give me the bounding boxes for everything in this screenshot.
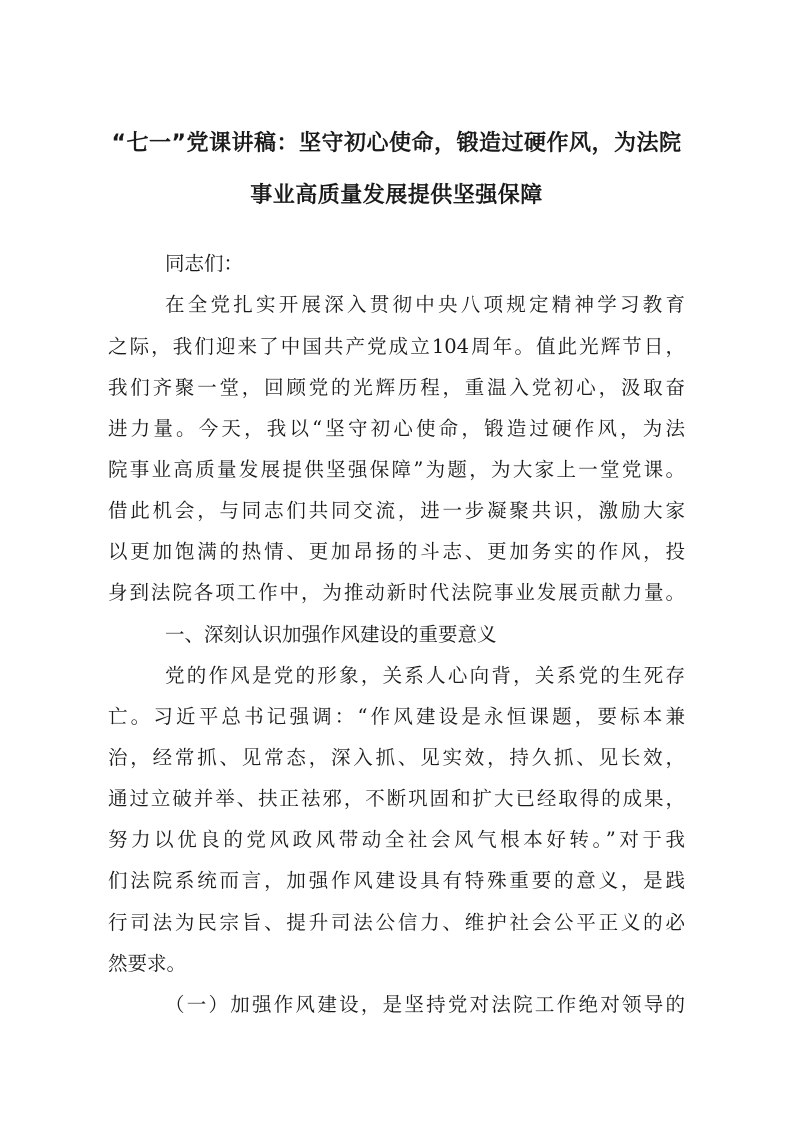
paragraph-line: 党的作风是党的形象，关系人心向背，关系党的生死存 — [165, 664, 685, 687]
paragraph-line: 然要求。 — [108, 952, 187, 975]
section-heading: 一、深刻认识加强作风建设的重要意义 — [165, 623, 497, 646]
paragraph-line: 以更加饱满的热情、更加昂扬的斗志、更加务实的作风，投 — [108, 540, 685, 563]
paragraph-line: 亡。习近平总书记强调：“作风建设是永恒课题，要标本兼 — [108, 705, 685, 728]
paragraph-line: 在全党扎实开展深入贯彻中央八项规定精神学习教育 — [165, 293, 685, 316]
document-title-line-2: 事业高质量发展提供坚强保障 — [250, 183, 543, 208]
paragraph-line: 之际，我们迎来了中国共产党成立104周年。值此光辉节日， — [108, 335, 685, 358]
paragraph-line: 通过立破并举、扶正祛邪，不断巩固和扩大已经取得的成果， — [108, 787, 685, 810]
paragraph-line: 们法院系统而言，加强作风建设具有特殊重要的意义，是践 — [108, 869, 685, 892]
paragraph-line: 借此机会，与同志们共同交流，进一步凝聚共识，激励大家 — [108, 499, 685, 522]
paragraph-line: 身到法院各项工作中，为推动新时代法院事业发展贡献力量。 — [108, 581, 685, 604]
paragraph-line: 行司法为民宗旨、提升司法公信力、维护社会公平正义的必 — [108, 911, 685, 934]
paragraph-line: 治，经常抓、见常态，深入抓、见实效，持久抓、见长效， — [108, 746, 685, 769]
paragraph-line: 进力量。今天，我以“坚守初心使命，锻造过硬作风，为法 — [108, 417, 685, 440]
paragraph-line: 我们齐聚一堂，回顾党的光辉历程，重温入党初心，汲取奋 — [108, 376, 685, 399]
subsection-heading: （一）加强作风建设，是坚持党对法院工作绝对领导的 — [165, 993, 685, 1016]
paragraph-line: 院事业高质量发展提供坚强保障”为题，为大家上一堂党课。 — [108, 458, 685, 481]
paragraph-line: 努力以优良的党风政风带动全社会风气根本好转。”对于我 — [108, 828, 685, 851]
salutation: 同志们： — [165, 252, 244, 275]
document-title-line-1: “七一”党课讲稿：坚守初心使命，锻造过硬作风，为法院 — [111, 131, 682, 156]
